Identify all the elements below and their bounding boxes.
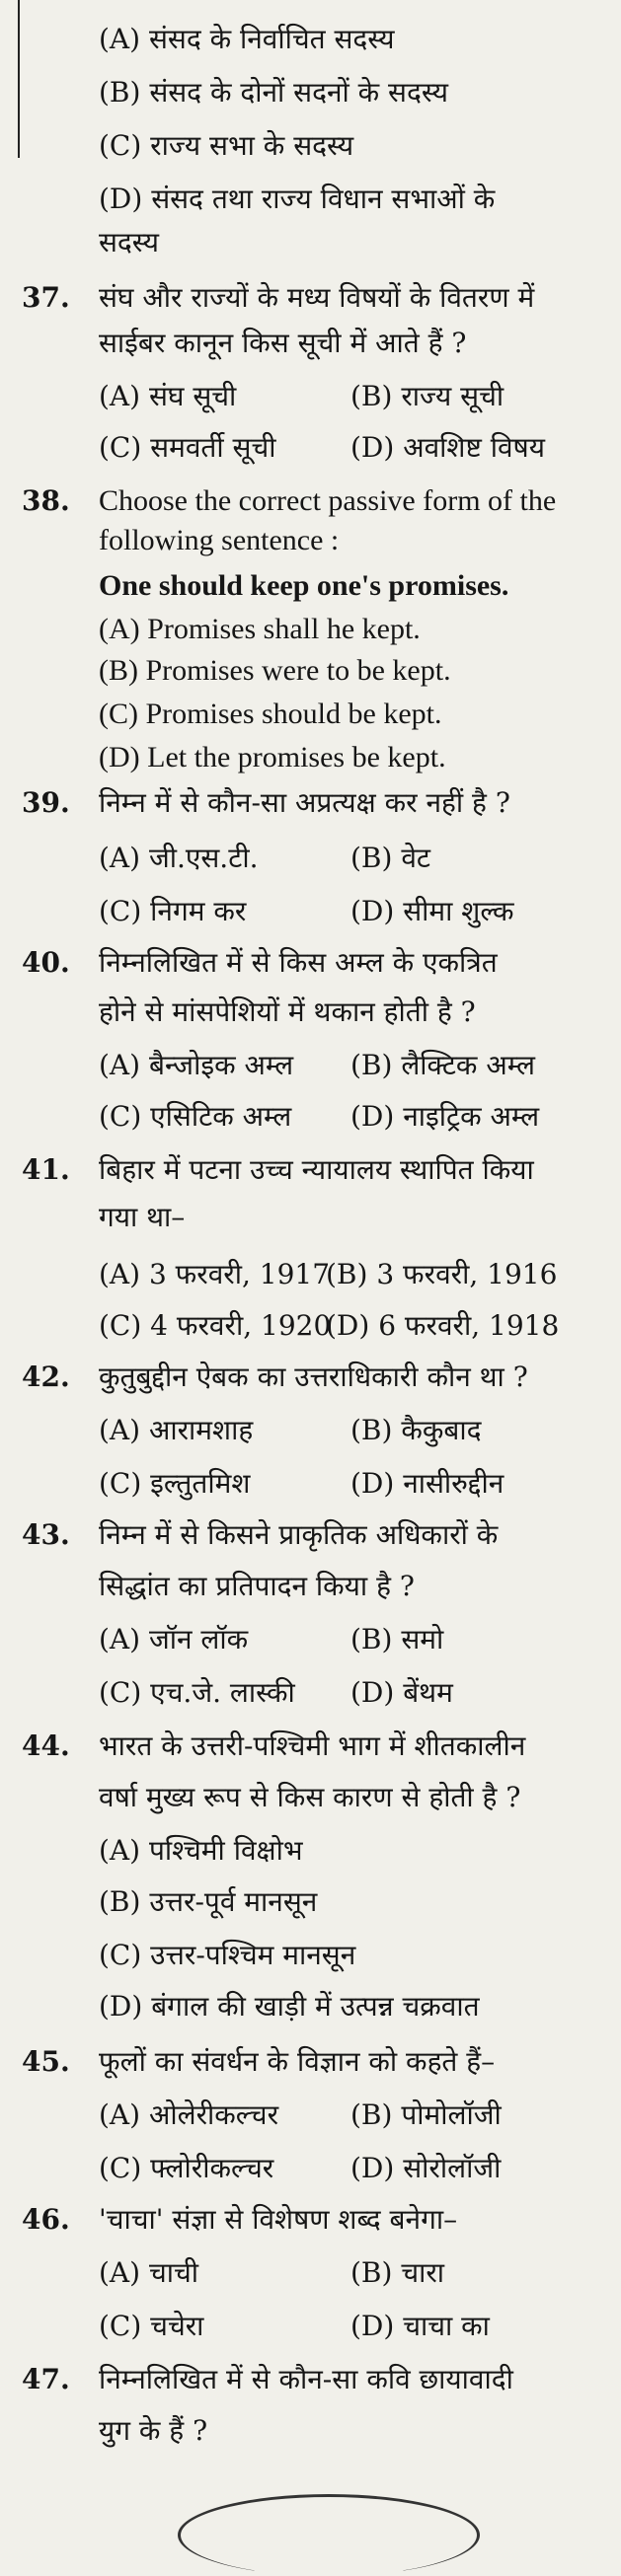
question-number: 40. [22, 946, 70, 979]
option-b: (B) 3 फरवरी, 1916 [326, 1258, 558, 1290]
prev-option-a: (A) संसद के निर्वाचित सदस्य [99, 23, 395, 55]
option-b: (B) समो [350, 1623, 444, 1656]
question-number: 41. [22, 1153, 70, 1186]
footer-decoration [178, 2494, 480, 2576]
option-c: (C) समवर्ती सूची [99, 431, 276, 464]
question-text: वर्षा मुख्य रूप से किस कारण से होती है ? [99, 1781, 521, 1813]
option-b: (B) उत्तर-पूर्व मानसून [99, 1885, 318, 1918]
option-d: (D) नाइट्रिक अम्ल [350, 1100, 540, 1133]
question-text: Choose the correct passive form of the [99, 484, 557, 517]
question-text: कुतुबुद्दीन ऐबक का उत्तराधिकारी कौन था ? [99, 1361, 528, 1393]
option-b: (B) पोमोलॉजी [350, 2098, 502, 2131]
option-d: (D) बेंथम [350, 1676, 453, 1709]
option-a: (A) Promises shall he kept. [99, 613, 421, 645]
option-b: (B) लैक्टिक अम्ल [350, 1049, 535, 1081]
option-c: (C) फ्लोरीकल्चर [99, 2152, 274, 2184]
question-text: फूलों का संवर्धन के विज्ञान को कहते हैं– [99, 2045, 496, 2078]
question-number: 46. [22, 2203, 70, 2236]
prev-option-d: (D) संसद तथा राज्य विधान सभाओं के [99, 183, 496, 215]
option-b: (B) चारा [350, 2256, 445, 2289]
option-a: (A) पश्चिमी विक्षोभ [99, 1834, 303, 1867]
question-text: होने से मांसपेशियों में थकान होती है ? [99, 995, 476, 1028]
question-text: निम्न में से किसने प्राकृतिक अधिकारों के [99, 1518, 499, 1551]
question-number: 43. [22, 1518, 70, 1551]
option-c: (C) निगम कर [99, 895, 247, 927]
prev-option-b: (B) संसद के दोनों सदनों के सदस्य [99, 76, 448, 109]
option-c: (C) उत्तर-पश्चिम मानसून [99, 1939, 356, 1971]
question-text: निम्नलिखित में से किस अम्ल के एकत्रित [99, 946, 498, 979]
option-c: (C) एच.जे. लास्की [99, 1676, 295, 1709]
question-number: 38. [22, 484, 70, 517]
option-d: (D) सीमा शुल्क [350, 895, 514, 927]
option-a: (A) 3 फरवरी, 1917 [99, 1258, 331, 1290]
question-number: 37. [22, 281, 70, 314]
option-a: (A) ओलेरीकल्चर [99, 2098, 279, 2131]
question-text: निम्न में से कौन-सा अप्रत्यक्ष कर नहीं है ? [99, 786, 510, 819]
option-d: (D) सोरोलॉजी [350, 2152, 502, 2184]
option-d: (D) 6 फरवरी, 1918 [326, 1309, 560, 1342]
prev-option-d-cont: सदस्य [99, 226, 159, 258]
question-text: युग के हैं ? [99, 2414, 208, 2447]
option-b: (B) Promises were to be kept. [99, 654, 451, 687]
question-text: सिद्धांत का प्रतिपादन किया है ? [99, 1570, 415, 1602]
option-d: (D) चाचा का [350, 2310, 490, 2342]
question-text: संघ और राज्यों के मध्य विषयों के वितरण में [99, 281, 535, 314]
question-number: 47. [22, 2363, 70, 2395]
option-c: (C) इल्तुतमिश [99, 1467, 251, 1500]
question-text: बिहार में पटना उच्च न्यायालय स्थापित किया [99, 1153, 534, 1186]
option-a: (A) जी.एस.टी. [99, 842, 259, 874]
option-c: (C) चचेरा [99, 2310, 204, 2342]
option-b: (B) कैकुबाद [350, 1414, 482, 1446]
option-d: (D) अवशिष्ट विषय [350, 431, 545, 464]
option-d: (D) बंगाल की खाड़ी में उत्पन्न चक्रवात [99, 1990, 480, 2023]
option-c: (C) 4 फरवरी, 1920 [99, 1309, 332, 1342]
question-text: भारत के उत्तरी-पश्चिमी भाग में शीतकालीन [99, 1730, 526, 1762]
question-text: 'चाचा' संज्ञा से विशेषण शब्द बनेगा– [99, 2203, 458, 2236]
question-number: 39. [22, 786, 70, 819]
option-a: (A) जॉन लॉक [99, 1623, 249, 1656]
question-text: निम्नलिखित में से कौन-सा कवि छायावादी [99, 2363, 513, 2395]
margin-rule [18, 0, 20, 158]
question-number: 45. [22, 2045, 70, 2078]
option-b: (B) राज्य सूची [350, 380, 505, 412]
option-a: (A) आरामशाह [99, 1414, 254, 1446]
question-text: साईबर कानून किस सूची में आते हैं ? [99, 327, 467, 359]
option-a: (A) बैन्जोइक अम्ल [99, 1049, 294, 1081]
option-d: (D) नासीरुद्दीन [350, 1467, 505, 1500]
question-text: following sentence : [99, 524, 340, 556]
question-number: 44. [22, 1730, 70, 1762]
question-sentence: One should keep one's promises. [99, 569, 509, 602]
question-number: 42. [22, 1361, 70, 1393]
prev-option-c: (C) राज्य सभा के सदस्य [99, 129, 354, 162]
option-a: (A) चाची [99, 2256, 199, 2289]
option-a: (A) संघ सूची [99, 380, 237, 412]
question-text: गया था– [99, 1201, 186, 1233]
option-b: (B) वेट [350, 842, 431, 874]
option-d: (D) Let the promises be kept. [99, 741, 446, 773]
option-c: (C) एसिटिक अम्ल [99, 1100, 292, 1133]
option-c: (C) Promises should be kept. [99, 698, 442, 730]
